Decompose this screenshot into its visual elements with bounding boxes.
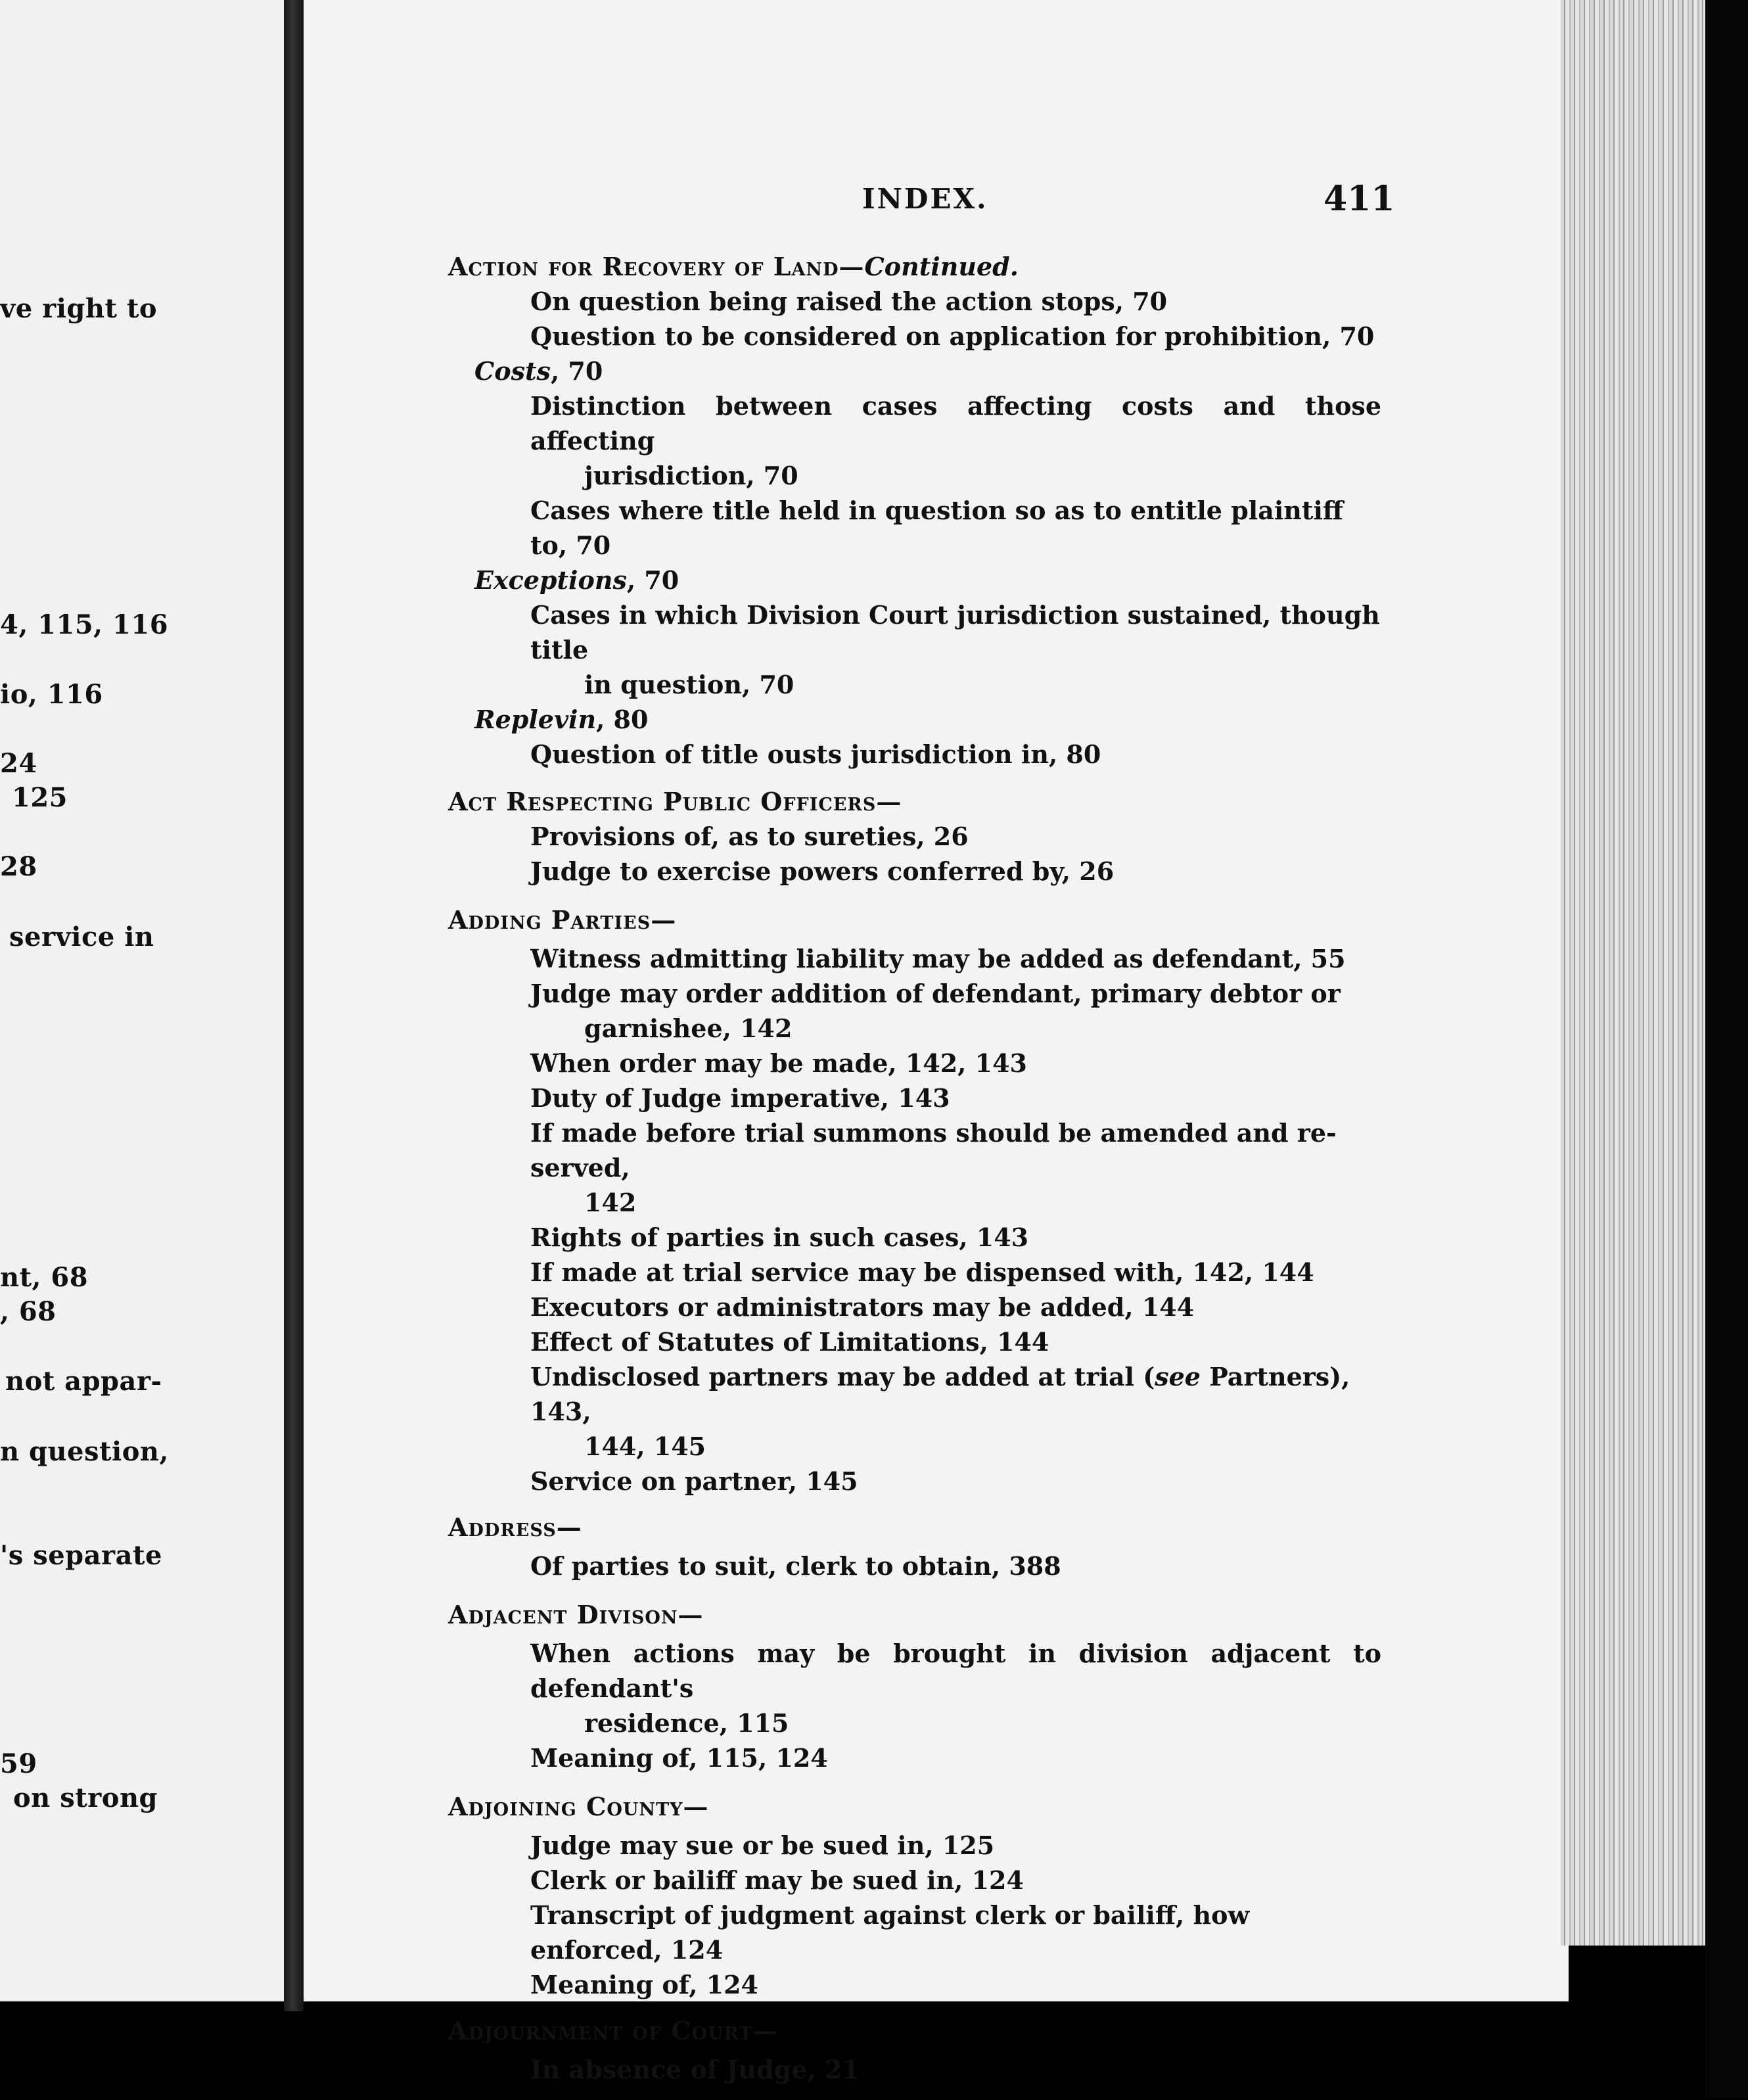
left-fragment: ve right to xyxy=(0,293,157,324)
left-fragment: 's separate xyxy=(0,1540,162,1571)
entry-action-recovery-of-land xyxy=(448,250,1381,772)
book-gutter xyxy=(284,0,304,2011)
subentry-line: When order may be made, 142, 143 xyxy=(530,1048,1027,1078)
left-fragment: 59 xyxy=(0,1748,37,1779)
left-fragment: 24 xyxy=(0,748,37,779)
left-fragment: service in xyxy=(9,922,154,952)
subentry-continuation: residence, 115 xyxy=(584,1708,789,1738)
page-edges-shadow xyxy=(1705,0,1748,2098)
subentry-continuation: in question, 70 xyxy=(584,670,794,699)
subentry-line: Judge may sue or be sued in, 125 xyxy=(530,1831,995,1860)
entry-adjacent-division xyxy=(448,1598,1381,1775)
subentry-line: Clerk or bailiff may be sued in, 124 xyxy=(530,1865,1024,1895)
subentry-line: Meaning of, 124 xyxy=(530,1970,758,1999)
subentry-line: Cases in which Division Court jurisdiction sustained, though title xyxy=(530,600,1380,665)
left-fragment: on strong xyxy=(13,1783,158,1813)
sub-heading-exceptions: Exceptions, 70 xyxy=(474,565,679,595)
entry-adjoining-county xyxy=(448,1790,1381,2002)
facing-page xyxy=(0,0,284,2001)
subentry-line: Duty of Judge imperative, 143 xyxy=(530,1083,950,1113)
see-reference: see xyxy=(1155,1362,1201,1391)
sub-heading-replevin: Replevin, 80 xyxy=(474,705,649,734)
left-fragment: n question, xyxy=(0,1436,169,1467)
subentry-line: Effect of Statutes of Limitations, 144 xyxy=(530,1327,1049,1357)
subentry-line: Question to be considered on application for prohibition, 70 xyxy=(530,321,1375,351)
subentry-line: Rights of parties in such cases, 143 xyxy=(530,1223,1029,1252)
entry-adding-parties xyxy=(448,903,1381,1499)
entry-heading: Adjournment of Court— xyxy=(448,2016,779,2045)
left-fragment: 4, 115, 116 xyxy=(0,609,169,640)
subentry-line: Meaning of, 115, 124 xyxy=(530,1743,828,1773)
subentry-line: If made before trial summons should be amended and re-served, xyxy=(530,1118,1337,1182)
entry-address xyxy=(448,1510,1381,1583)
index-body xyxy=(448,250,1381,2100)
continued-label: Continued. xyxy=(864,252,1019,281)
subentry-line: Judge to exercise powers conferred by, 26 xyxy=(530,856,1115,886)
subentry-line: Of parties to suit, clerk to obtain, 388 xyxy=(530,1551,1061,1581)
left-fragment: 28 xyxy=(0,851,37,882)
left-fragment: not appar- xyxy=(5,1366,162,1397)
entry-heading: Adjacent Divison— xyxy=(448,1600,704,1629)
subentry-line: Undisclosed partners may be added at trial (see Partners), 143, xyxy=(530,1362,1350,1426)
subentry-line: Question of title ousts jurisdiction in, 80 xyxy=(530,739,1101,769)
subentry-line: Executors or administrators may be added, 144 xyxy=(530,1292,1195,1322)
subentry-line: In absence of Judge, 21 xyxy=(530,2055,860,2084)
entry-heading: Adding Parties— xyxy=(448,905,677,935)
subentry-line: Service on partner, 145 xyxy=(530,1466,858,1496)
subentry-line: Distinction between cases affecting costs and those affecting xyxy=(530,391,1381,455)
subentry-continuation: garnishee, 142 xyxy=(584,1014,793,1043)
subentry-line: Transcript of judgment against clerk or bailiff, how enforced, 124 xyxy=(530,1900,1250,1965)
entry-heading: Adjoining County— xyxy=(448,1792,709,1821)
page-number: 411 xyxy=(1323,179,1395,219)
subentry-line: When actions may be brought in division adjacent to defendant's xyxy=(530,1639,1381,1703)
left-fragment: , 68 xyxy=(0,1296,57,1327)
left-fragment: nt, 68 xyxy=(0,1262,89,1293)
subentry-continuation: 144, 145 xyxy=(584,1432,706,1461)
subentry-continuation: 142 xyxy=(584,1188,637,1217)
subentry-line: Cases where title held in question so as to entitle plaintiff to, 70 xyxy=(530,496,1344,560)
running-title: INDEX. xyxy=(862,183,988,215)
left-fragment: 125 xyxy=(12,782,68,813)
entry-heading: Action for Recovery of Land—Continued. xyxy=(448,252,1019,281)
entry-act-public-officers xyxy=(448,785,1381,889)
subentry-line: Judge may order addition of defendant, primary debtor or xyxy=(530,979,1341,1008)
subentry-line: If made at trial service may be dispensed with, 142, 144 xyxy=(530,1257,1314,1287)
entry-heading: Act Respecting Public Officers— xyxy=(448,787,902,816)
subentry-continuation: jurisdiction, 70 xyxy=(584,461,798,490)
left-fragment: io, 116 xyxy=(0,679,103,710)
subentry-line: Provisions of, as to sureties, 26 xyxy=(530,822,969,851)
index-page xyxy=(304,0,1569,2084)
entry-heading: Address— xyxy=(448,1512,582,1542)
page-edges xyxy=(1561,0,1705,1946)
sub-heading-costs: Costs, 70 xyxy=(474,356,603,386)
subentry-line: On question being raised the action stops, 70 xyxy=(530,287,1168,316)
entry-adjournment-of-court xyxy=(448,2014,1381,2087)
subentry-line: Witness admitting liability may be added as defendant, 55 xyxy=(530,944,1346,973)
